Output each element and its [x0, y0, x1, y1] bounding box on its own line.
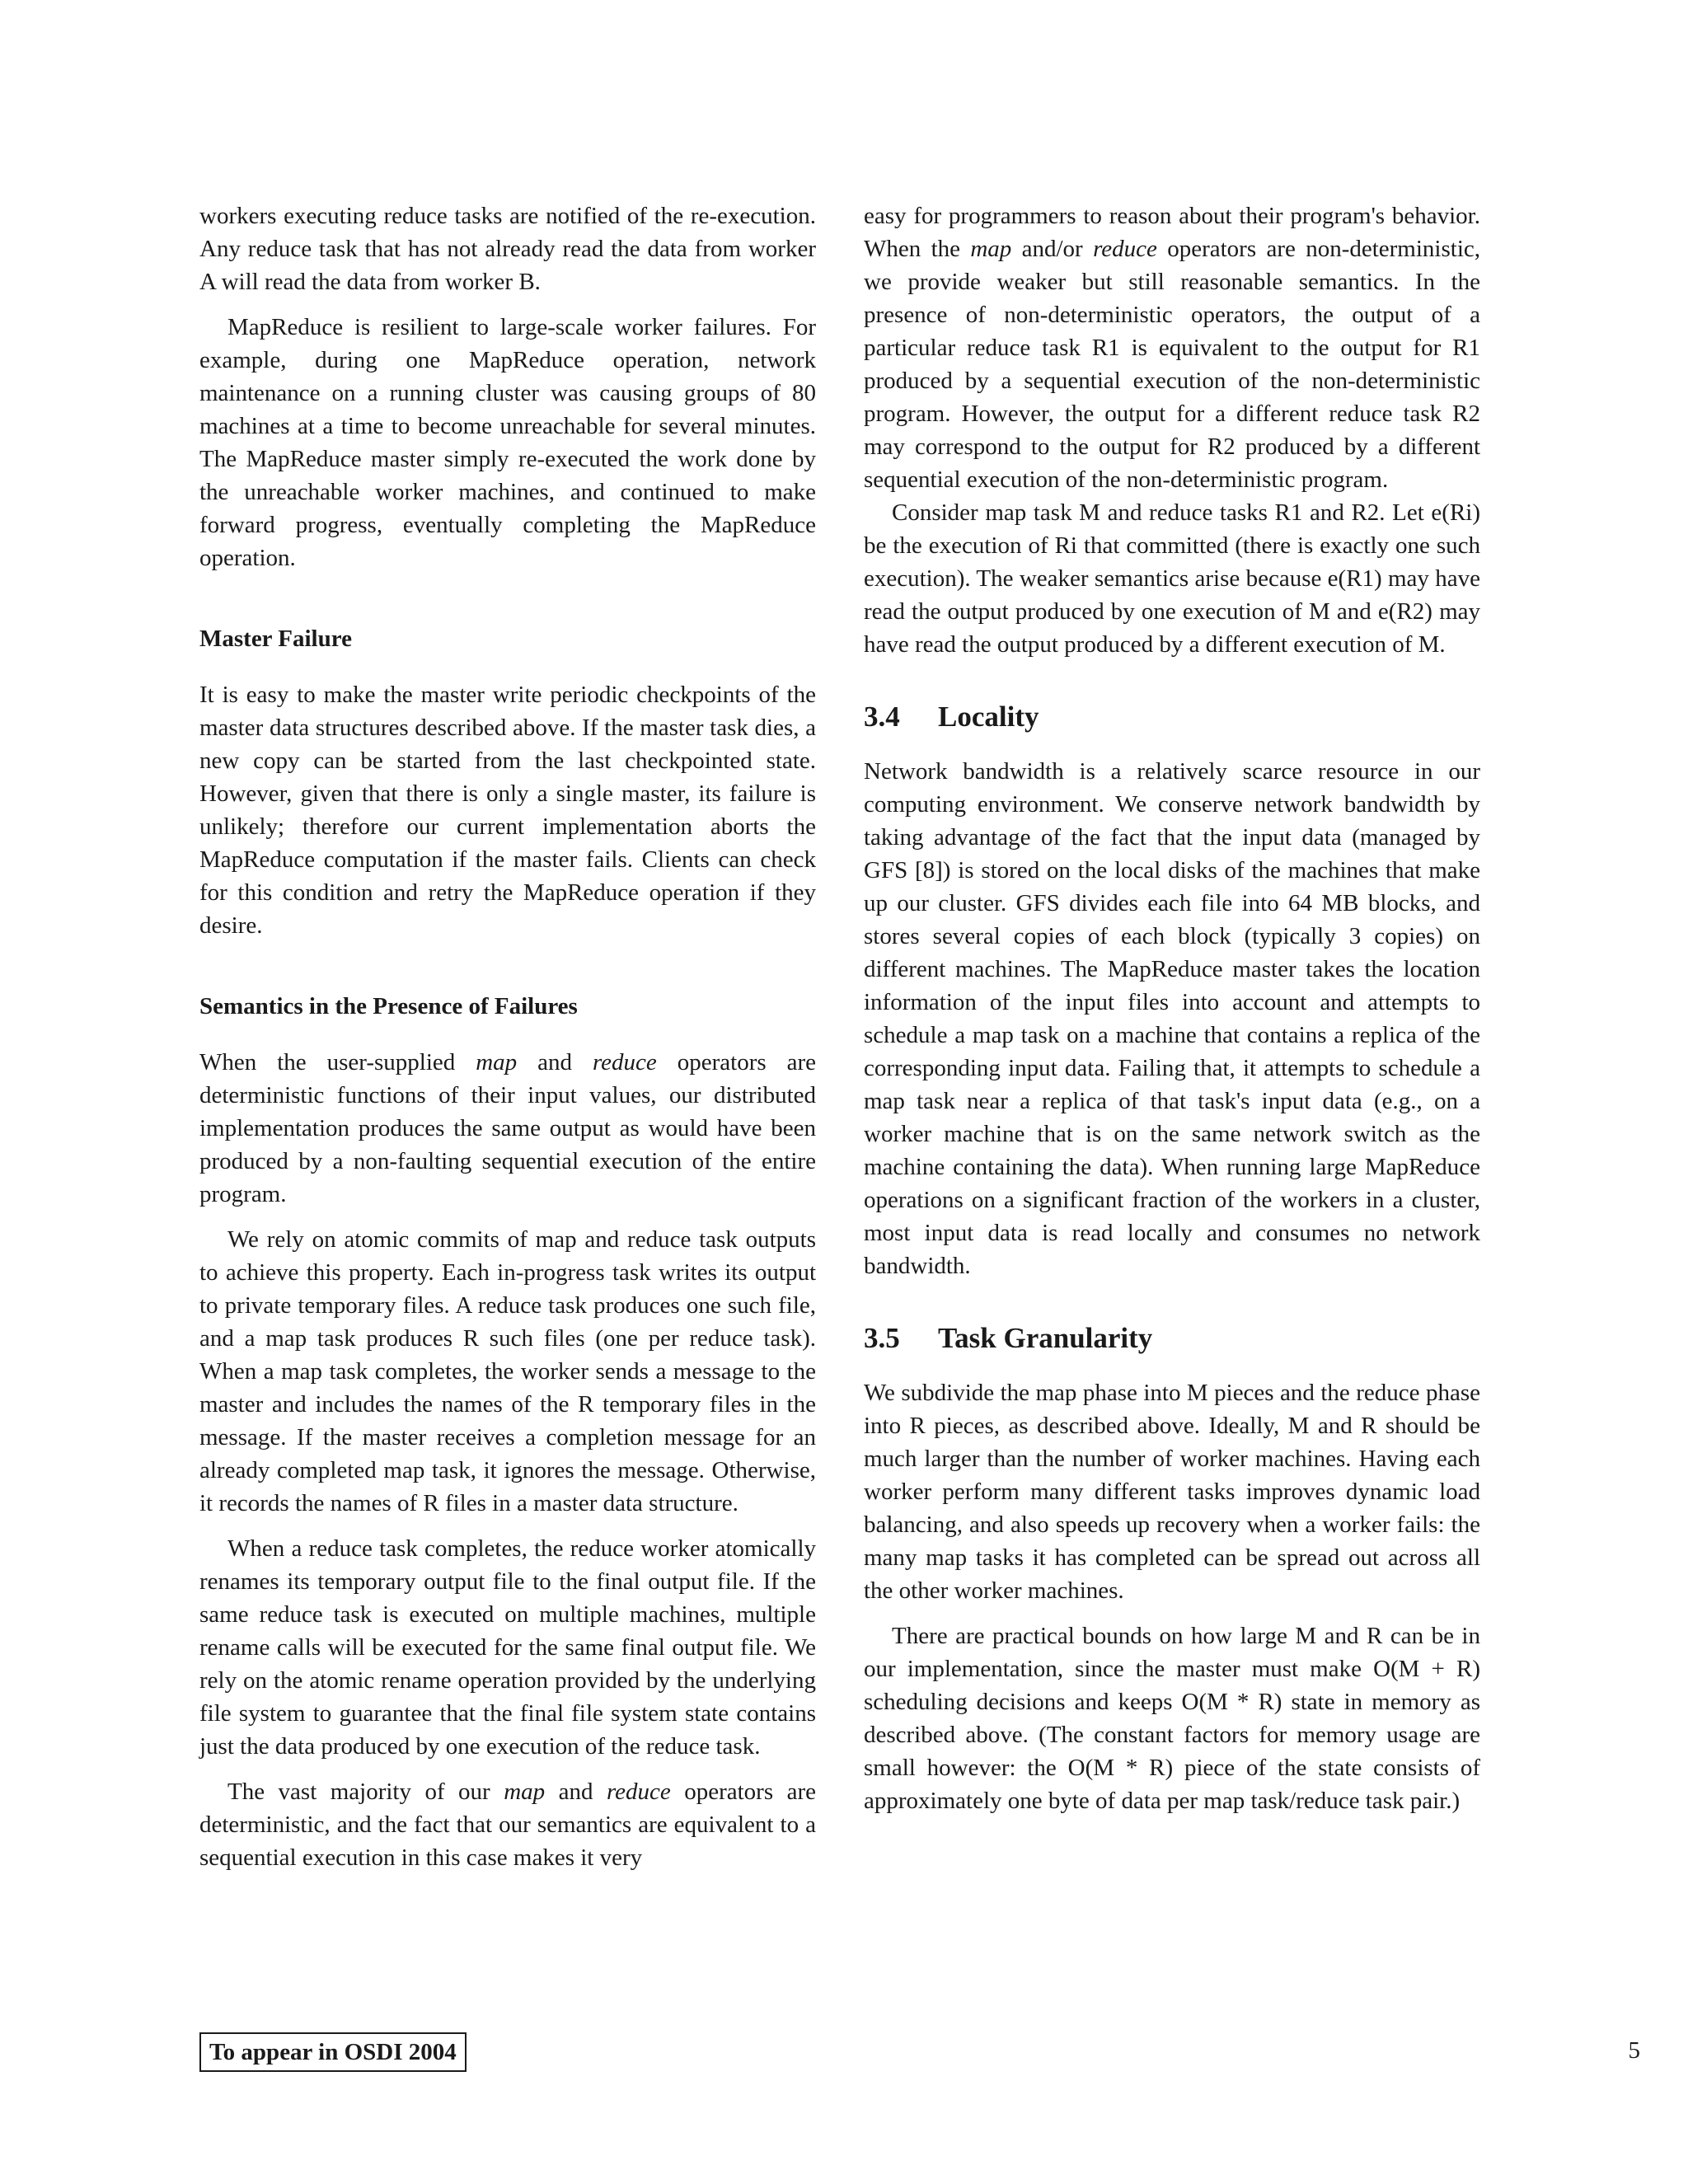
- paragraph-reexecution: workers executing reduce tasks are notified of the re-execution. Any reduce task that has not already read the data from worker A will read the data from worker B.: [199, 203, 816, 295]
- term-map: map: [504, 1779, 546, 1805]
- paragraph-semantics-deterministic: [199, 1046, 816, 1211]
- section-heading-task-granularity: [864, 1320, 1480, 1357]
- text-run: easy for programmers to reason about their program's behavior. When the: [864, 203, 1480, 262]
- footer-venue-box: To appear in OSDI 2004: [199, 2032, 467, 2072]
- term-reduce: reduce: [592, 1049, 657, 1076]
- section-title: Task Granularity: [938, 1322, 1153, 1354]
- page-number: 5: [1628, 2037, 1640, 2064]
- text-run: operators are non-deterministic, we provide weaker but still reasonable semantics. In the presence of non-deterministic operators, the output of a particular reduce task R1 is equivalent to the output for R1 produced by a sequential execution of the non-deterministic program. However, the output for a different reduce task R2 may correspond to the output for R2 produced by a different sequential execution of the non-deterministic program.: [864, 236, 1481, 493]
- right-column: [864, 199, 1480, 1817]
- section-number: 3.5: [864, 1322, 900, 1354]
- heading-semantics: Semantics in the Presence of Failures: [199, 993, 578, 1019]
- term-map: map: [970, 236, 1012, 262]
- left-column: [199, 199, 816, 1874]
- paragraph-vast-majority: [199, 1775, 816, 1874]
- term-reduce: reduce: [1093, 236, 1157, 262]
- text-run: operators are deterministic functions of their input values, our distributed implementation produces the same output as would have been produced by a non-faulting sequential execution of the entire program.: [199, 1049, 816, 1207]
- term-map: map: [476, 1049, 518, 1076]
- text-run: operators are deterministic, and the fact that our semantics are equivalent to a sequential execution in this case makes it very: [199, 1779, 816, 1871]
- paragraph-granularity: We subdivide the map phase into M pieces and the reduce phase into R pieces, as described above. Ideally, M and R should be much larger than the number of worker machines. Having each worker perform many different tasks improves dynamic load balancing, and also speeds up recovery when a worker fails: the many map tasks it has completed can be spread out across all the other worker machines.: [864, 1380, 1480, 1604]
- paragraph-atomic-commits: We rely on atomic commits of map and reduce task outputs to achieve this property. Each in-progress task writes its output to private temporary files. A reduce task produces one such file, and a map task produces R such files (one per reduce task). When a map task completes, the worker sends a message to the master and includes the names of the R temporary files in the message. If the master receives a completion message for an already completed map task, it ignores the message. Otherwise, it records the names of R files in a master data structure.: [199, 1226, 816, 1516]
- section-title: Locality: [938, 701, 1039, 733]
- paragraph-reduce-completes: When a reduce task completes, the reduce worker atomically renames its temporary output file to the final output file. If the same reduce task is executed on multiple machines, multiple rename calls will be executed for the same final output file. We rely on the atomic rename operation provided by the underlying file system to guarantee that the final file system state contains just the data produced by one execution of the reduce task.: [199, 1535, 816, 1760]
- heading-master-failure: Master Failure: [199, 626, 352, 652]
- text-run: The vast majority of our: [227, 1779, 504, 1805]
- paragraph-locality: Network bandwidth is a relatively scarce resource in our computing environment. We conserve network bandwidth by taking advantage of the fact that the input data (managed by GFS [8]) is stored on the local disks of the machines that make up our cluster. GFS divides each file into 64 MB blocks, and stores several copies of each block (typically 3 copies) on different machines. The MapReduce master takes the location information of the input files into account and attempts to schedule a map task on a machine that contains a replica of the corresponding input data. Failing that, it attempts to schedule a map task near a replica of that task's input data (e.g., on a worker machine that is on the same network switch as the machine containing the data). When running large MapReduce operations on a significant fraction of the workers in a cluster, most input data is read locally and consumes no network bandwidth.: [864, 758, 1480, 1279]
- text-run: and: [517, 1049, 593, 1076]
- section-number: 3.4: [864, 701, 900, 733]
- text-run: and: [545, 1779, 607, 1805]
- paragraph-weaker-semantics: [864, 199, 1480, 496]
- text-run: and/or: [1011, 236, 1094, 262]
- paragraph-resilient: MapReduce is resilient to large-scale worker failures. For example, during one MapReduce operation, network maintenance on a running cluster was causing groups of 80 machines at a time to become unreachable for several minutes. The MapReduce master simply re-executed the work done by the unreachable worker machines, and continued to make forward progress, eventually completing the MapReduce operation.: [199, 314, 816, 571]
- section-heading-locality: [864, 699, 1480, 735]
- text-run: When the user-supplied: [199, 1049, 476, 1076]
- paragraph-consider-map-task: Consider map task M and reduce tasks R1 and R2. Let e(Ri) be the execution of Ri that committed (there is exactly one such execution). The weaker semantics arise because e(R1) may have read the output produced by one execution of M and e(R2) may have read the output produced by a different execution of M.: [864, 499, 1480, 658]
- term-reduce: reduce: [606, 1779, 671, 1805]
- paragraph-master-failure: It is easy to make the master write periodic checkpoints of the master data structures described above. If the master task dies, a new copy can be started from the last checkpointed state. However, given that there is only a single master, its failure is unlikely; therefore our current implementation aborts the MapReduce computation if the master fails. Clients can check for this condition and retry the MapReduce operation if they desire.: [199, 682, 816, 939]
- paragraph-practical-bounds: There are practical bounds on how large M and R can be in our implementation, since the master must make O(M + R) scheduling decisions and keeps O(M * R) state in memory as described above. (The constant factors for memory usage are small however: the O(M * R) piece of the state consists of approximately one byte of data per map task/reduce task pair.): [864, 1623, 1480, 1814]
